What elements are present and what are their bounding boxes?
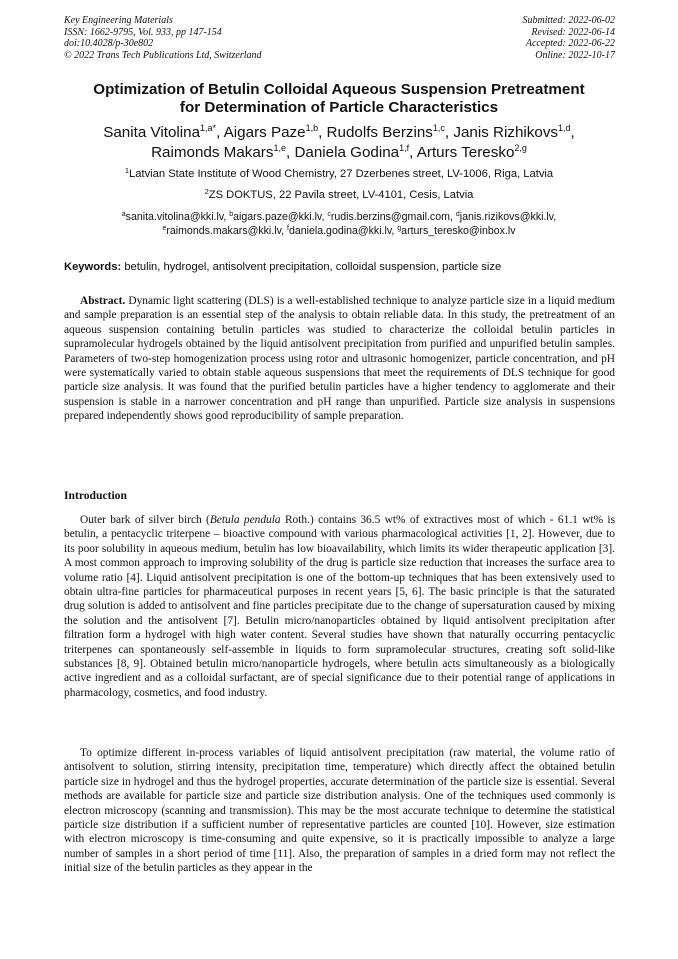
author-name: Raimonds Makars (151, 144, 274, 161)
author-sup: 1,f (399, 143, 410, 153)
email-link[interactable]: daniela.godina@kki.lv (288, 225, 392, 237)
affiliation-text: Latvian State Institute of Wood Chemistry, 27 Dzerbenes street, LV-1006, Riga, Latvia (129, 168, 554, 180)
email-sup: d (455, 211, 460, 218)
author-sup: 1,e (273, 143, 286, 153)
email-sup: c (327, 211, 331, 218)
affiliation-sup: 2 (204, 187, 209, 196)
section-heading-introduction: Introduction (64, 489, 127, 502)
email-link[interactable]: raimonds.makars@kki.lv (166, 225, 282, 237)
journal-copyright: © 2022 Trans Tech Publications Ltd, Switzerland (64, 49, 262, 61)
paragraph-text: Roth.) contains 36.5 wt% of extractives most of which - 61.1 wt% is betulin, a pentacyclic triterpene – bioactive compound with various pharmacological activities [1, 2]. However, due to its poor solubility in aqueous medium, betulin has low bioavailability, which limits its wider therapeutic application [3]. A most common approach to improving solubility of the drug is particle size reduction that increases the surface area to volume ratio [4]. Liquid antisolvent precipitation is one of the bottom-up techniques that has been extensively used to obtain ultra-fine particles for pharmaceutical purposes in recent years [5, 6]. The basic principle is that the saturated drug solution is added to antisolvent and fine particles precipitate due to the change of supersaturation caused by mixing the solution and the antisolvent [7]. Betulin micro/nanoparticles obtained by liquid antisolvent precipitation after filtration form a hydrogel with high water content. Several studies have shown that naturally occurring pentacyclic triterpenes can spontaneously self-assemble in liquids to form supramolecular structures, creating soft solid-like substances [8, 9]. Obtained betulin micro/nanoparticle hydrogels, where betulin acts simultaneously as a biologically active ingredient and as a colloidal surfactant, are of special significance due to their potential range of applications in pharmacology, cosmetics, and food industry. (64, 514, 616, 699)
keywords (64, 261, 624, 274)
author-line: Sanita Vitolina$^{1,a*}$, Aigars Paze$^{1,b}$, Rudolfs Berzins$^{1,c}$, Janis Rizhikovs$^{1,d}$, (103, 123, 575, 141)
email-sup: f (286, 225, 289, 232)
author-name: Janis Rizhikovs (453, 124, 559, 141)
paper-title (40, 81, 638, 117)
author-line: Raimonds Makars$^{1,e}$, Daniela Godina$^{1,f}$, Arturs Teresko$^{2,g}$ (151, 143, 527, 161)
author-name: Daniela Godina (294, 144, 400, 161)
journal-info (64, 15, 262, 61)
email-link[interactable]: janis.rizikovs@kki.lv (459, 211, 554, 223)
paragraph-text: Outer bark of silver birch ( (80, 514, 210, 526)
author-name: Aigars Paze (223, 124, 306, 141)
keywords-text: betulin, hydrogel, antisolvent precipitation, colloidal suspension, particle size (124, 261, 502, 273)
email-list (30, 210, 648, 238)
publication-dates (523, 15, 616, 61)
email-link[interactable]: arturs_teresko@inbox.lv (401, 225, 516, 237)
author-sup: 1,a* (200, 123, 217, 133)
email-sup: b (229, 211, 234, 218)
affiliation-text: ZS DOKTUS, 22 Pavila street, LV-4101, Cesis, Latvia (208, 189, 474, 201)
date-accepted: Accepted: 2022-06-22 (525, 38, 615, 49)
title-line: for Determination of Particle Characteristics (179, 99, 499, 116)
email-line: $^e$raimonds.makars@kki.lv, $^f$daniela.godina@kki.lv, $^g$arturs_teresko@inbox.lv (162, 225, 516, 237)
affiliation-2 (30, 189, 648, 202)
journal-name: Key Engineering Materials (64, 15, 173, 26)
author-sup: 1,d (558, 123, 571, 133)
date-revised: Revised: 2022-06-14 (531, 26, 615, 38)
abstract (64, 294, 615, 424)
author-name: Rudolfs Berzins (326, 124, 433, 141)
author-sup: 1,b (305, 123, 319, 133)
email-sup: e (162, 225, 167, 232)
abstract-label: Abstract. (80, 295, 126, 307)
email-sup: a (121, 211, 126, 218)
affiliation-sup: 1 (124, 166, 130, 175)
journal-issn: ISSN: 1662-9795, Vol. 933, pp 147-154 (64, 26, 222, 38)
email-link[interactable]: rudis.berzins@gmail.com (330, 211, 450, 223)
affiliation-1 (30, 168, 648, 181)
author-name: Sanita Vitolina (103, 124, 201, 141)
species-name: Betula pendula (209, 514, 281, 526)
date-submitted: Submitted: 2022-06-02 (522, 15, 615, 26)
introduction-paragraph-1 (64, 513, 615, 700)
email-line: $^a$sanita.vitolina@kki.lv, $^b$aigars.paze@kki.lv, $^c$rudis.berzins@gmail.com, $^d$janis.rizikovs@kki.lv, (121, 211, 557, 223)
author-name: Arturs Teresko (416, 144, 515, 161)
date-online: Online: 2022-10-17 (535, 49, 615, 61)
email-link[interactable]: aigars.paze@kki.lv (233, 211, 322, 223)
journal-doi: doi:10.4028/p-30e802 (64, 38, 154, 49)
author-list (30, 123, 648, 163)
email-sup: g (397, 225, 402, 232)
title-line: Optimization of Betulin Colloidal Aqueous Suspension Pretreatment (93, 81, 585, 98)
introduction-paragraph-2: To optimize different in-process variables of liquid antisolvent precipitation (raw material, the volume ratio of antisolvent to solution, stirring intensity, precipitation time, temperature) which directly affect the obtained betulin particle size in hydrogel and thus the hydrogel properties, accurate determination of the particle size is essential. Several methods are available for particle size and particle size distribution analysis. One of the techniques used commonly is electron microscopy (scanning and transmission). This may be the most accurate technique to determine the statistical particle size distribution if a sufficient number of representative particles are counted [10]. However, size estimation with electron microscopy is time-consuming and quite expensive, so it is practically impossible to analyze a large number of samples in a short period of time [11]. Also, the preparation of samples in a dried form may not reflect the initial size of the betulin particles as they appear in the (64, 747, 615, 875)
author-sup: 2,g (514, 143, 527, 153)
email-link[interactable]: sanita.vitolina@kki.lv (125, 211, 224, 223)
keywords-label: Keywords: (64, 261, 122, 273)
author-sup: 1,c (432, 123, 445, 133)
abstract-text: Dynamic light scattering (DLS) is a well-established technique to analyze particle size in a liquid medium and sample preparation is an essential step of the analysis to obtain reliable data. In this study, the pretreatment of an aqueous suspension containing betulin particles was studied to characterize the colloidal betulin particles in supramolecular hydrogels obtained by the liquid antisolvent precipitation from purified and unpurified betulin samples. Parameters of two-step homogenization process using rotor and ultrasonic homogenizer, particle concentration, and pH were systematically varied to obtain stable aqueous suspensions that meet the requirements of DLS technique for good particle size analysis. It was found that the purified betulin particles have a higher tendency to agglomerate and their suspension is stable in a narrower concentration and pH range than unpurified. Particle size analysis in suspensions prepared independently shows good reproducibility of sample preparation. (64, 295, 615, 423)
